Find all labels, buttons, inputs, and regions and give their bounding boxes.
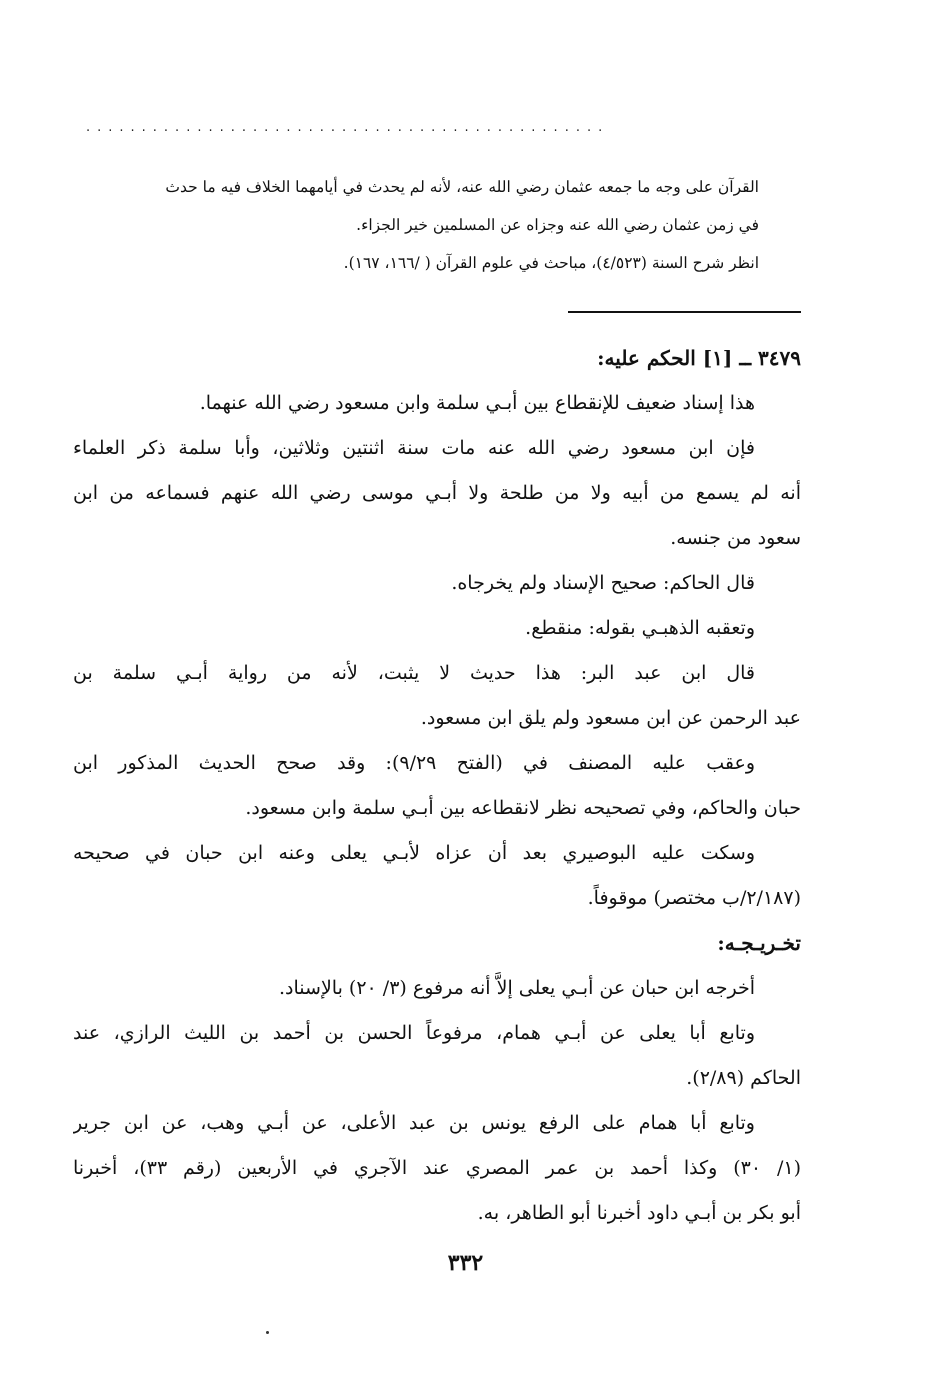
- text-line: سعود من جنسه.: [670, 527, 801, 549]
- text-line: وتابع أبا همام على الرفع يونس بن عبد الأعلى، عن أبـي وهب، عن ابن جرير: [73, 1112, 755, 1134]
- paragraph: [73, 651, 801, 741]
- paragraph: [73, 831, 801, 921]
- text-line: (١/ ٣٠) وكذا أحمد بن عمر المصري عند الآجري في الأربعين (رقم ٣٣)، أخبرنا: [73, 1157, 801, 1179]
- text-line: وتعقبه الذهبـي بقوله: منقطع.: [525, 617, 755, 639]
- footnote-separator-dots: ...............................................: [86, 120, 610, 135]
- text-line: وتابع أبا يعلى عن أبـي همام، مرفوعاً الحسن بن أحمد بن الليث الرازي، عند: [73, 1022, 755, 1044]
- paragraph: [73, 741, 801, 831]
- paragraph: [73, 561, 801, 606]
- text-line: الحاكم (٢/٨٩).: [686, 1067, 801, 1089]
- paragraph: [73, 1011, 801, 1101]
- footnote-block: [69, 168, 759, 282]
- main-text: [73, 336, 801, 1236]
- hadith-heading: [73, 336, 801, 381]
- footnote-line: في زمن عثمان رضي الله عنه وجزاه عن المسلمين خير الجزاء.: [356, 216, 759, 234]
- footnote-line: انظر شرح السنة (٤/٥٢٣)، مباحث في علوم القرآن ( /١٦٦، ١٦٧).: [343, 254, 759, 272]
- section-divider-rule: [568, 311, 801, 313]
- paragraph: [73, 381, 801, 426]
- paragraph: [73, 1101, 801, 1236]
- text-line: أخرجه ابن حبان عن أبـي يعلى إلاَّ أنه مرفوع (٣/ ٢٠) بالإسناد.: [279, 977, 755, 999]
- takhrij-heading-text: تخـريـجـه:: [717, 931, 801, 955]
- text-line: عبد الرحمن عن ابن مسعود ولم يلق ابن مسعود.: [420, 707, 801, 729]
- text-line: حبان والحاكم، وفي تصحيحه نظر لانقطاعه بين أبـي سلمة وابن مسعود.: [245, 797, 801, 819]
- text-line: أنه لم يسمع من أبيه ولا من طلحة ولا أبـي موسى رضي الله عنهم فسماعه من ابن: [73, 482, 801, 504]
- text-line: قال ابن عبد البر: هذا حديث لا يثبت، لأنه من رواية أبـي سلمة بن: [73, 662, 755, 684]
- text-line: فإن ابن مسعود رضي الله عنه مات سنة اثنتين وثلاثين، وأبا سلمة ذكر العلماء: [73, 437, 755, 459]
- footnote-line: القرآن على وجه ما جمعه عثمان رضي الله عنه، لأنه لم يحدث في أيامهما الخلاف فيه ما حدث: [165, 178, 759, 196]
- paragraph: [73, 426, 801, 561]
- paragraph: [73, 966, 801, 1011]
- takhrij-heading: [73, 921, 801, 966]
- hadith-heading-text: ٣٤٧٩ ــ [١] الحكم عليه:: [597, 346, 801, 370]
- text-line: قال الحاكم: صحيح الإسناد ولم يخرجاه.: [451, 572, 755, 594]
- text-line: وسكت عليه البوصيري بعد أن عزاه لأبـي يعلى وعنه ابن حبان في صحيحه: [73, 842, 755, 864]
- paragraph: [73, 606, 801, 651]
- scan-speck: [266, 1331, 269, 1334]
- text-line: أبو بكر بن أبـي داود أخبرنا أبو الطاهر، به.: [477, 1202, 801, 1224]
- page-number: ٣٣٢: [447, 1250, 484, 1276]
- text-line: هذا إسناد ضعيف للإنقطاع بين أبـي سلمة وابن مسعود رضي الله عنهما.: [199, 392, 755, 414]
- text-line: (٢/١٨٧/ب مختصر) موقوفاً.: [587, 887, 801, 909]
- text-line: وعقب عليه المصنف في (الفتح ٩/٢٩): وقد صحح الحديث المذكور ابن: [73, 752, 755, 774]
